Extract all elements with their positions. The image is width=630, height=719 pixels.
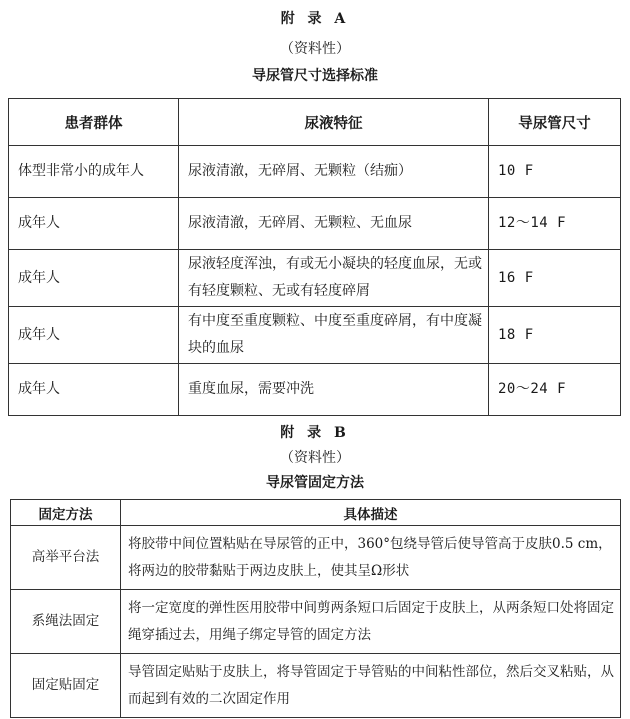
fixation-method-cell: 高举平台法 bbox=[11, 526, 121, 590]
table-header-row bbox=[11, 500, 621, 526]
urine-characteristics-cell: 有中度至重度颗粒、中度至重度碎屑，有中度凝块的血尿 bbox=[179, 307, 489, 364]
annex-a-subtitle: （资料性） bbox=[280, 41, 350, 57]
table-header-row bbox=[9, 99, 621, 146]
header-description: 具体描述 bbox=[121, 500, 621, 526]
patient-group-cell: 成年人 bbox=[9, 198, 179, 250]
table-row bbox=[11, 654, 621, 718]
description-cell: 导管固定贴贴于皮肤上，将导管固定于导管贴的中间粘性部位，然后交叉粘贴，从而起到有效的二次固定作用 bbox=[121, 654, 621, 718]
catheter-size-cell: 10 F bbox=[489, 146, 621, 198]
urine-characteristics-cell: 尿液轻度浑浊，有或无小凝块的轻度血尿，无或有轻度颗粒、无或有轻度碎屑 bbox=[179, 250, 489, 307]
table-row bbox=[11, 526, 621, 590]
urine-characteristics-cell: 重度血尿，需要冲洗 bbox=[179, 364, 489, 416]
header-catheter-size: 导尿管尺寸 bbox=[489, 99, 621, 146]
patient-group-cell: 成年人 bbox=[9, 250, 179, 307]
catheter-size-cell: 16 F bbox=[489, 250, 621, 307]
table-row bbox=[9, 250, 621, 307]
annex-a-title: 导尿管尺寸选择标准 bbox=[252, 68, 378, 84]
table-row bbox=[9, 307, 621, 364]
patient-group-cell: 成年人 bbox=[9, 364, 179, 416]
annex-b-title: 导尿管固定方法 bbox=[266, 475, 364, 491]
catheter-size-cell: 12～14 F bbox=[489, 198, 621, 250]
table-row bbox=[9, 146, 621, 198]
description-cell: 将一定宽度的弹性医用胶带中间剪两条短口后固定于皮肤上，从两条短口处将固定绳穿插过去，用绳子绑定导管的固定方法 bbox=[121, 590, 621, 654]
patient-group-cell: 成年人 bbox=[9, 307, 179, 364]
header-urine-characteristics: 尿液特征 bbox=[179, 99, 489, 146]
header-fixation-method: 固定方法 bbox=[11, 500, 121, 526]
catheter-size-table bbox=[8, 98, 621, 416]
patient-group-cell: 体型非常小的成年人 bbox=[9, 146, 179, 198]
annex-b-label: 附 录 B bbox=[280, 425, 350, 441]
catheter-fixation-table bbox=[10, 499, 621, 718]
urine-characteristics-cell: 尿液清澈，无碎屑、无颗粒、无血尿 bbox=[179, 198, 489, 250]
fixation-method-cell: 系绳法固定 bbox=[11, 590, 121, 654]
table-row bbox=[9, 198, 621, 250]
annex-a-label: 附 录 A bbox=[280, 11, 350, 27]
fixation-method-cell: 固定贴固定 bbox=[11, 654, 121, 718]
table-row bbox=[11, 590, 621, 654]
annex-b-subtitle: （资料性） bbox=[280, 450, 350, 466]
table-row bbox=[9, 364, 621, 416]
catheter-size-cell: 20～24 F bbox=[489, 364, 621, 416]
catheter-size-cell: 18 F bbox=[489, 307, 621, 364]
description-cell: 将胶带中间位置粘贴在导尿管的正中，360°包绕导管后使导管高于皮肤0.5 cm，将两边的胶带黏贴于两边皮肤上，使其呈Ω形状 bbox=[121, 526, 621, 590]
urine-characteristics-cell: 尿液清澈，无碎屑、无颗粒（结痂） bbox=[179, 146, 489, 198]
header-patient-group: 患者群体 bbox=[9, 99, 179, 146]
